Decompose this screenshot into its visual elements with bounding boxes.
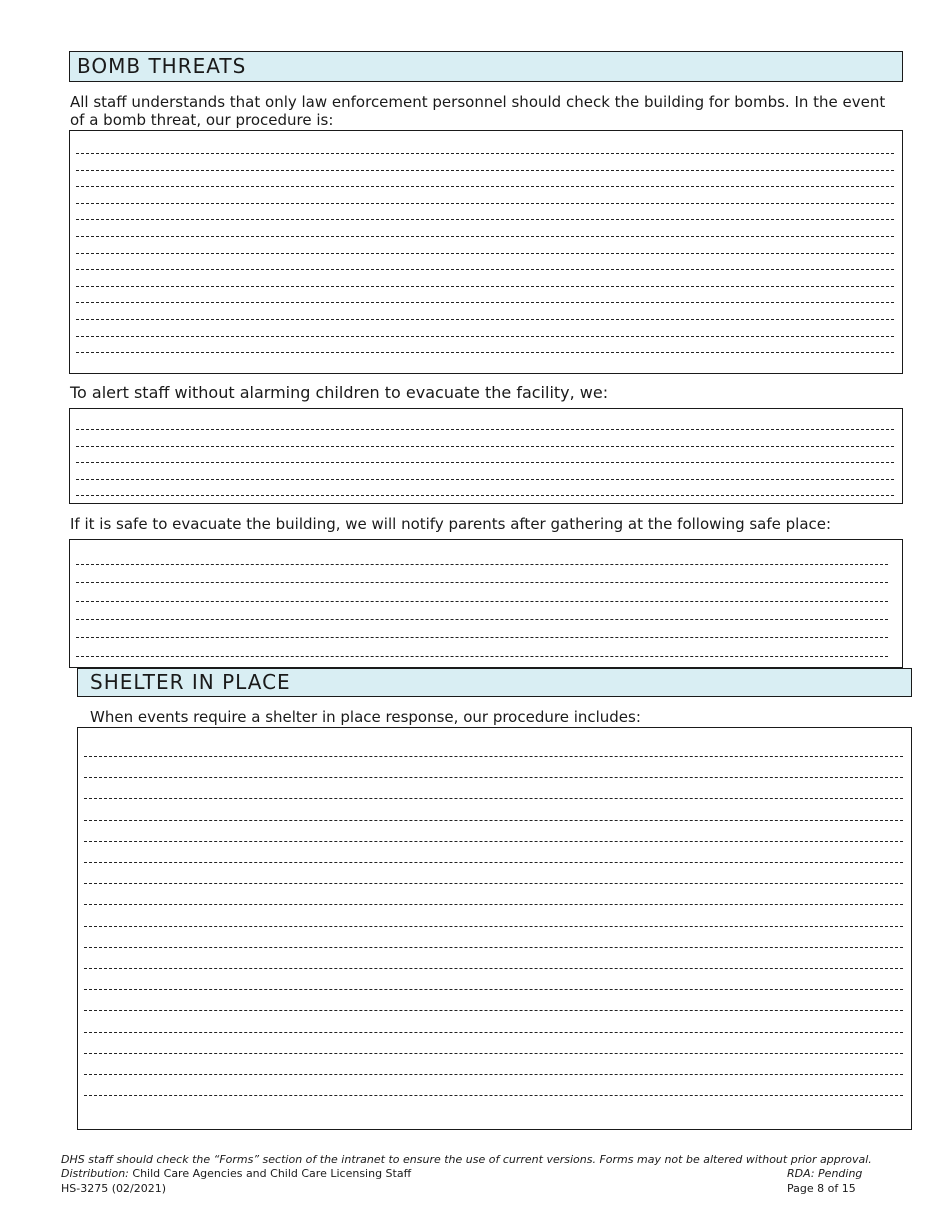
distribution-value: Child Care Agencies and Child Care Licensing Staff: [132, 1167, 412, 1180]
writing-line: [76, 564, 888, 565]
writing-line: [76, 253, 894, 254]
rda-status: RDA: Pending: [787, 1167, 863, 1180]
writing-line: [76, 479, 894, 480]
writing-line: [76, 186, 894, 187]
writing-line: [76, 429, 894, 430]
writing-line: [76, 619, 888, 620]
writing-line: [84, 1032, 903, 1033]
writing-line: [84, 777, 903, 778]
writing-line: [84, 1095, 903, 1096]
bomb-threats-intro: All staff understands that only law enforcement personnel should check the building for bombs. In the event of a bomb threat, our procedure is:: [70, 93, 886, 129]
writing-line: [76, 446, 894, 447]
evacuate-prompt: If it is safe to evacuate the building, we will notify parents after gathering at the following safe place:: [70, 515, 832, 533]
writing-line: [84, 1010, 903, 1011]
writing-line: [76, 495, 894, 496]
writing-line: [84, 968, 903, 969]
writing-line: [76, 352, 894, 353]
distribution-line: [61, 1167, 661, 1181]
writing-line: [84, 841, 903, 842]
writing-line: [84, 926, 903, 927]
writing-line: [84, 756, 903, 757]
writing-line: [76, 236, 894, 237]
writing-line: [84, 862, 903, 863]
distribution-label: Distribution:: [61, 1167, 129, 1180]
writing-line: [76, 269, 894, 270]
writing-line: [76, 601, 888, 602]
shelter-in-place-procedure-field[interactable]: [77, 727, 912, 1130]
writing-line: [84, 989, 903, 990]
safe-place-field[interactable]: [69, 539, 903, 668]
bomb-threats-title: BOMB THREATS: [77, 54, 247, 78]
writing-line: [84, 798, 903, 799]
writing-line: [84, 820, 903, 821]
writing-line: [76, 219, 894, 220]
writing-line: [76, 637, 888, 638]
writing-line: [76, 203, 894, 204]
writing-line: [76, 319, 894, 320]
alert-staff-field[interactable]: [69, 408, 903, 504]
writing-line: [84, 1053, 903, 1054]
writing-line: [76, 582, 888, 583]
page-number: Page 8 of 15: [787, 1182, 856, 1195]
writing-line: [76, 462, 894, 463]
writing-line: [76, 153, 894, 154]
writing-line: [84, 1074, 903, 1075]
form-number: HS-3275 (02/2021): [61, 1182, 166, 1195]
writing-line: [84, 883, 903, 884]
writing-line: [84, 947, 903, 948]
writing-line: [76, 656, 888, 657]
writing-line: [76, 286, 894, 287]
bomb-threat-procedure-field[interactable]: [69, 130, 903, 374]
bomb-threats-header: [69, 51, 903, 82]
writing-line: [76, 170, 894, 171]
alert-staff-prompt: To alert staff without alarming children to evacuate the facility, we:: [70, 383, 609, 402]
writing-line: [76, 336, 894, 337]
shelter-in-place-header: [77, 668, 912, 697]
writing-line: [84, 904, 903, 905]
writing-line: [76, 302, 894, 303]
shelter-in-place-title: SHELTER IN PLACE: [90, 670, 291, 694]
forms-notice: DHS staff should check the “Forms” section of the intranet to ensure the use of current versions. Forms may not be altered without prior approval.: [61, 1153, 872, 1166]
shelter-in-place-intro: When events require a shelter in place response, our procedure includes:: [90, 708, 641, 726]
